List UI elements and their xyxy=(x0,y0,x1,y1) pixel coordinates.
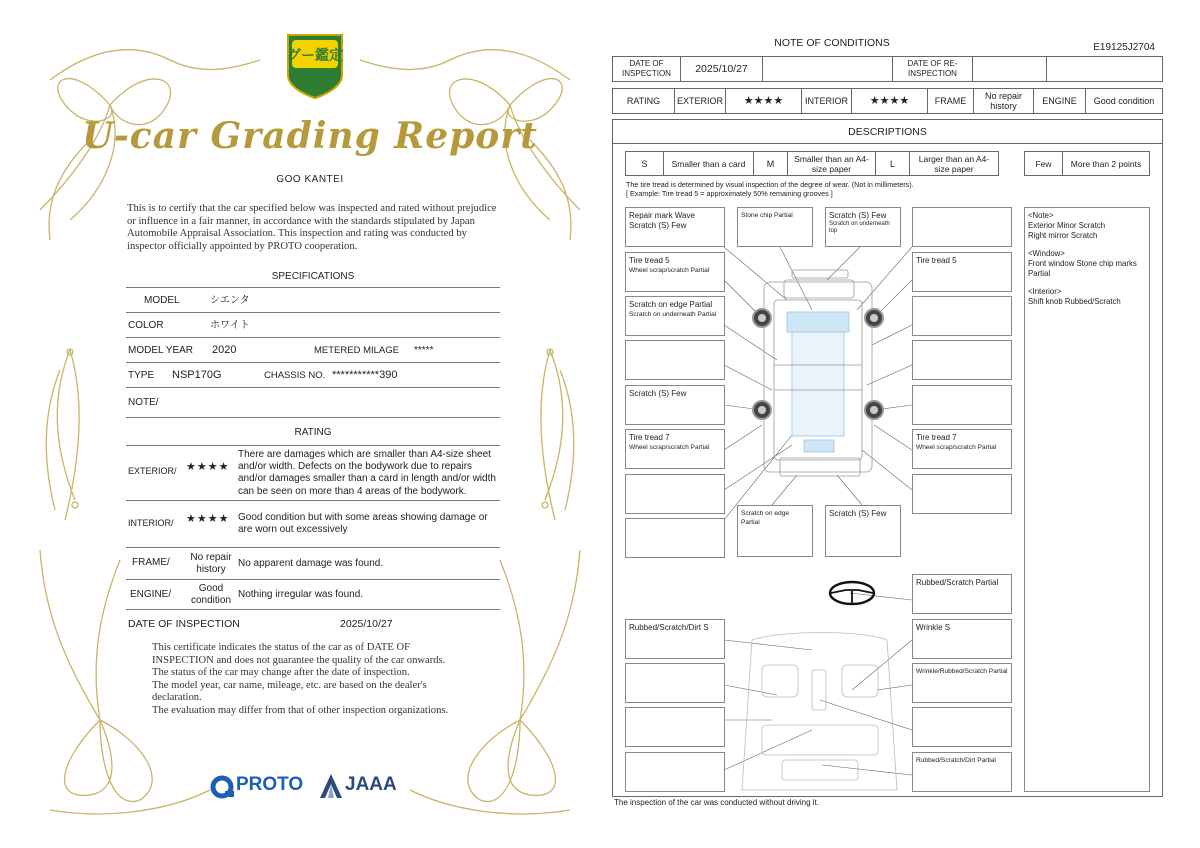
metered-mileage-value: ***** xyxy=(414,345,434,356)
damage-note-box xyxy=(912,296,1012,336)
report-title: U-car Grading Report xyxy=(82,115,538,157)
damage-note-box: Tire tread 7 Wheel scrap/scratch Partial xyxy=(625,429,725,469)
damage-note-box: Rubbed/Scratch/Dirt S xyxy=(625,619,725,659)
interior-rating-row xyxy=(126,501,500,548)
certification-statement: This is to certify that the car specified below was inspected and rated without prejudice or influence in a fair manner, in accordance with the standards stipulated by Japan Automobile Appraisal Association. This inspection and rating was conducted by inspector officially appointed by PROTO cooperation. xyxy=(127,203,497,252)
car-top-view xyxy=(753,270,883,476)
window-item: Front window Stone chip marks Partial xyxy=(1028,259,1137,278)
rating-heading: RATING xyxy=(126,420,500,446)
damage-note-box: Scratch on edge Partial xyxy=(737,505,813,557)
car-interior-view xyxy=(742,633,897,791)
frame-description: No apparent damage was found. xyxy=(238,558,384,569)
date-of-inspection-label: DATE OF INSPECTION xyxy=(128,618,240,630)
interior-stars: ★★★★ xyxy=(186,513,230,525)
engine-description: Nothing irregular was found. xyxy=(238,589,364,600)
note-of-conditions-title: NOTE OF CONDITIONS xyxy=(774,37,890,49)
damage-note-box xyxy=(625,707,725,747)
quantity-legend xyxy=(1024,151,1150,176)
model-row xyxy=(126,288,500,313)
exterior-rating-row xyxy=(126,446,500,501)
damage-note-box xyxy=(912,207,1012,247)
note-label: NOTE/ xyxy=(128,397,159,408)
report-subtitle: GOO KANTEI xyxy=(276,174,344,185)
type-value: NSP170G xyxy=(172,369,222,381)
damage-note-box: Wrinkle/Rubbed/Scratch Partial xyxy=(912,663,1012,703)
engine-value: Good condition xyxy=(190,583,232,606)
damage-note-box: Tire tread 5 Wheel scrap/scratch Partial xyxy=(625,252,725,292)
damage-note-box xyxy=(625,340,725,380)
interior-item: Shift knob Rubbed/Scratch xyxy=(1028,297,1121,306)
frame-value: No repair history xyxy=(974,89,1034,113)
damage-note-box: Stone chip Partial xyxy=(737,207,813,247)
size-legend xyxy=(625,151,999,176)
jaaa-logo-icon xyxy=(318,772,344,800)
note-item: Exterior Minor Scratch xyxy=(1028,221,1106,230)
color-label: COLOR xyxy=(128,320,164,331)
exterior-label: EXTERIOR xyxy=(675,89,726,113)
tire-note-line: [ Example: Tire tread 5 = approximately 50% remaining grooves ] xyxy=(626,189,833,198)
blank-cell xyxy=(1047,57,1162,81)
notes-panel xyxy=(1024,207,1150,792)
type-row xyxy=(126,363,500,388)
exterior-stars: ★★★★ xyxy=(186,461,230,473)
exterior-label: EXTERIOR/ xyxy=(128,466,177,476)
legend-s-desc: Smaller than a card xyxy=(664,152,754,175)
model-label: MODEL xyxy=(144,295,180,306)
reinspection-value xyxy=(973,57,1047,81)
engine-label: ENGINE xyxy=(1034,89,1086,113)
report-id: E19125J2704 xyxy=(1093,42,1155,53)
frame-value: No repair history xyxy=(190,552,232,575)
damage-note-box: Wrinkle S xyxy=(912,619,1012,659)
type-label: TYPE xyxy=(128,370,155,381)
color-value: ホワイト xyxy=(210,320,250,331)
disclaimer-line: The evaluation may differ from that of other inspection organizations. xyxy=(152,704,449,716)
damage-note-box: Rubbed/Scratch/Dirt Partial xyxy=(912,752,1012,792)
engine-rating-row xyxy=(126,580,500,610)
legend-s: S xyxy=(626,152,664,175)
grading-certificate xyxy=(30,20,590,830)
jaaa-logo-text: JAAA xyxy=(345,774,397,795)
damage-note-box xyxy=(625,752,725,792)
inspection-dates-row xyxy=(612,56,1163,82)
metered-mileage-label: METERED MILAGE xyxy=(314,345,399,356)
window-heading: <Window> xyxy=(1028,249,1065,258)
damage-note-box xyxy=(912,385,1012,425)
damage-note-box xyxy=(912,474,1012,514)
proto-logo-icon xyxy=(210,774,236,800)
legend-l-desc: Larger than an A4-size paper xyxy=(918,153,990,174)
damage-note-box xyxy=(625,663,725,703)
doi-value: 2025/10/27 xyxy=(681,57,763,81)
tire-tread-note xyxy=(626,180,914,198)
date-of-inspection-value: 2025/10/27 xyxy=(340,618,393,630)
goo-kantei-badge xyxy=(287,35,343,98)
damage-note-box xyxy=(912,340,1012,380)
damage-note-box: Scratch (S) Few Scratch on underneath top xyxy=(825,207,901,247)
frame-rating-row xyxy=(126,548,500,580)
interior-heading: <Interior> xyxy=(1028,287,1062,296)
chassis-value: ***********390 xyxy=(332,369,398,381)
steering-wheel-icon xyxy=(830,582,874,604)
disclaimer-line: The status of the car may change after the date of inspection. xyxy=(152,667,410,678)
exterior-description: There are damages which are smaller than A4-size sheet and/or width. Defects on the bodywork due to repairs and/or damages smaller than a card in length and/or width can be seen on more than 4 areas of the bodywork. xyxy=(238,449,496,497)
damage-note-box: Tire tread 7 Wheel scrap/scratch Partial xyxy=(912,429,1012,469)
doi-label: DATE OF INSPECTION xyxy=(613,57,681,81)
legend-few: Few xyxy=(1025,152,1063,175)
model-year-label: MODEL YEAR xyxy=(128,345,194,356)
model-value: シエンタ xyxy=(210,295,250,306)
damage-note-box xyxy=(625,474,725,514)
interior-label: INTERIOR xyxy=(802,89,852,113)
damage-note-box xyxy=(625,518,725,558)
damage-note-box: Repair mark Wave Scratch (S) Few xyxy=(625,207,725,247)
damage-note-box: Scratch (S) Few xyxy=(625,385,725,425)
disclaimer-line: The model year, car name, mileage, etc. are based on the dealer's declaration. xyxy=(152,679,427,703)
model-year-value: 2020 xyxy=(212,344,237,356)
certificate-disclaimer xyxy=(152,642,472,717)
proto-logo-text: PROTO xyxy=(236,774,304,795)
specifications-heading: SPECIFICATIONS xyxy=(126,266,500,288)
tire-note-line: The tire tread is determined by visual inspection of the degree of wear. (Not in millimeters). xyxy=(626,180,914,189)
frame-label: FRAME xyxy=(928,89,974,113)
interior-label: INTERIOR/ xyxy=(128,518,174,528)
legend-l: L xyxy=(876,152,910,175)
svg-text:グー鑑定: グー鑑定 xyxy=(287,47,343,63)
legend-m: M xyxy=(754,152,788,175)
note-heading: <Note> xyxy=(1028,211,1054,220)
engine-value: Good condition xyxy=(1093,96,1155,106)
damage-note-box: Scratch on edge Partial Scratch on underneath Partial xyxy=(625,296,725,336)
exterior-stars: ★★★★ xyxy=(726,89,802,113)
rating-table xyxy=(126,420,500,638)
rating-label: RATING xyxy=(613,89,675,113)
damage-note-box: Scratch (S) Few xyxy=(825,505,901,557)
damage-note-box xyxy=(912,707,1012,747)
descriptions-title: DESCRIPTIONS xyxy=(613,120,1162,144)
legend-few-desc: More than 2 points xyxy=(1070,158,1142,169)
legend-m-desc: Smaller than an A4-size paper xyxy=(788,152,876,175)
blank-cell xyxy=(763,57,893,81)
note-item: Right mirror Scratch xyxy=(1028,231,1098,240)
reinspection-label: DATE OF RE-INSPECTION xyxy=(893,57,973,81)
date-of-inspection-row xyxy=(126,610,500,638)
engine-label: ENGINE/ xyxy=(130,589,172,600)
color-row xyxy=(126,313,500,338)
model-year-row xyxy=(126,338,500,363)
chassis-label: CHASSIS NO. xyxy=(264,370,326,381)
damage-note-box: Tire tread 5 xyxy=(912,252,1012,292)
rating-summary-row xyxy=(612,88,1163,114)
interior-description: Good condition but with some areas showing damage or are worn out excessively xyxy=(238,512,488,536)
disclaimer-line: This certificate indicates the status of the car as of DATE OF INSPECTION and does not guarantee the quality of the car onwards. xyxy=(152,642,446,666)
interior-stars: ★★★★ xyxy=(852,89,928,113)
organization-logos xyxy=(210,770,410,800)
frame-label: FRAME/ xyxy=(132,557,170,568)
specifications-table xyxy=(126,266,500,638)
note-row xyxy=(126,388,500,418)
inspection-footnote: The inspection of the car was conducted without driving it. xyxy=(614,798,819,807)
damage-note-box: Rubbed/Scratch Partial xyxy=(912,574,1012,614)
